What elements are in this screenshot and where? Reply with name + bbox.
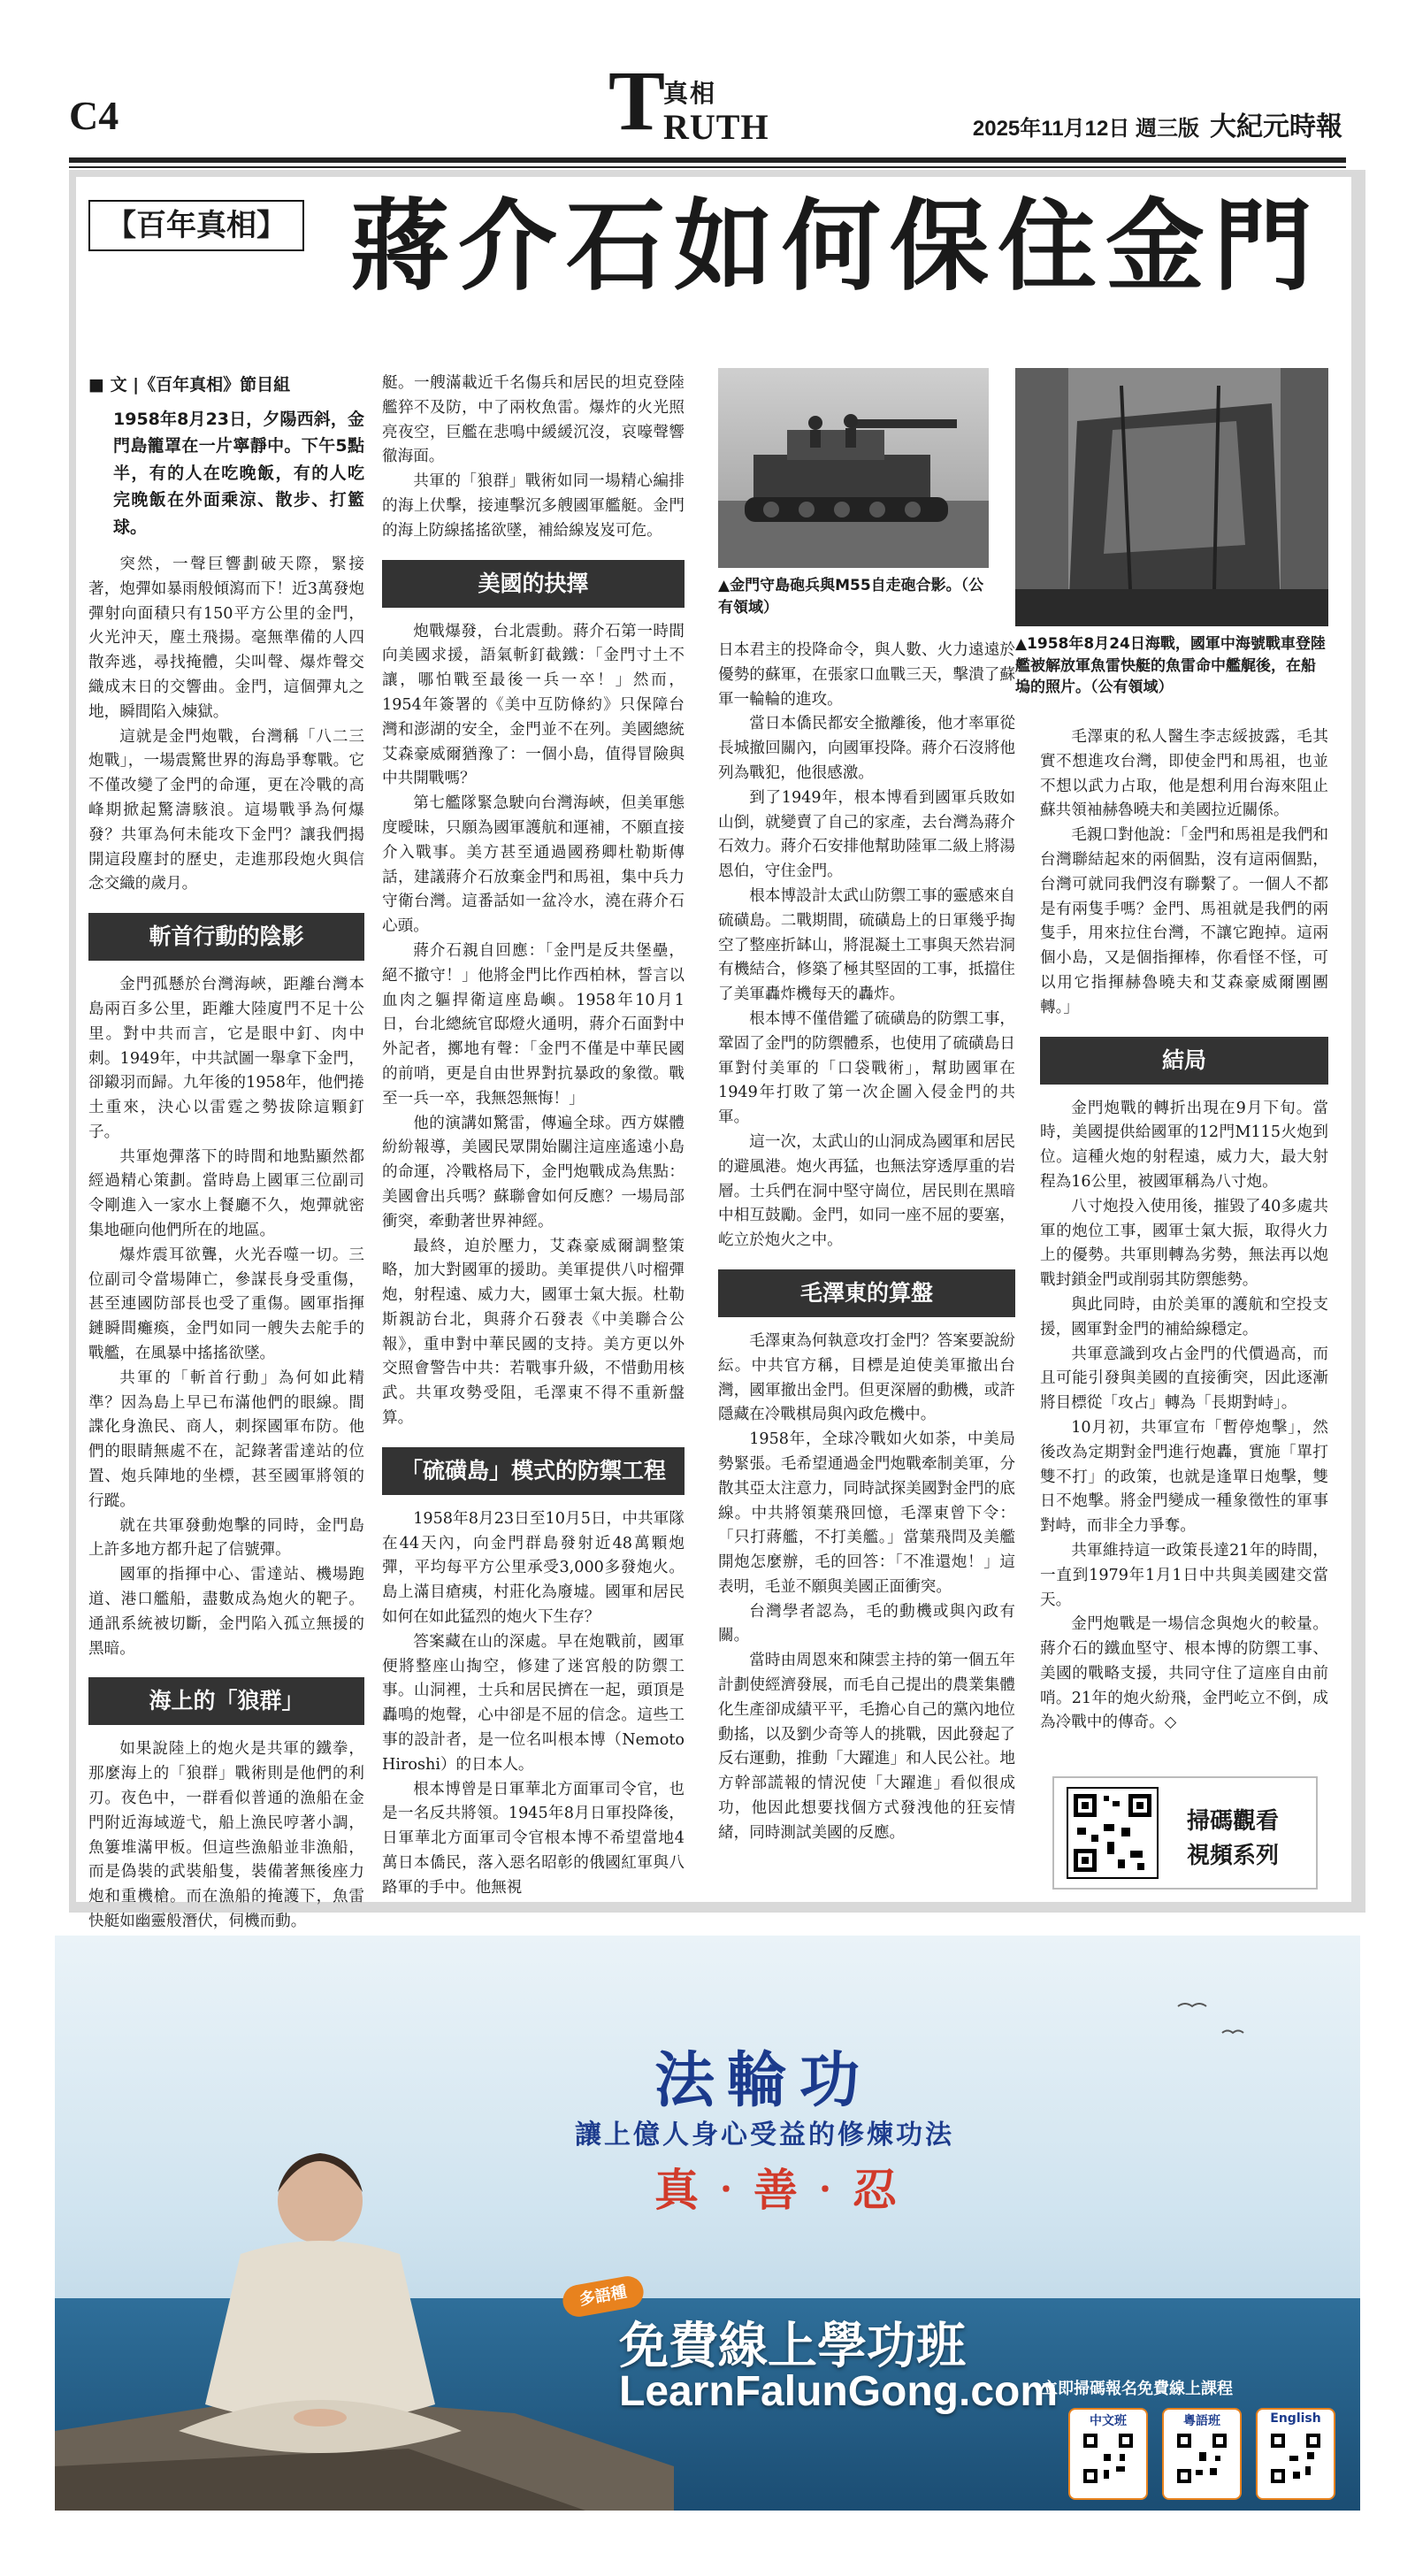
ad-qr-label: 中文班 — [1090, 2414, 1127, 2428]
subheading: 美國的抉擇 — [382, 560, 685, 608]
dateline — [973, 104, 1342, 143]
issue-date: 2025年11月12日 週三版 — [972, 117, 1199, 141]
section-logo-letter: T — [608, 53, 666, 148]
paragraph: 這一次，太武山的山洞成為國軍和居民的避風港。炮火再猛，也無法穿透厚重的岩層。士兵們在洞中堅守崗位，居民則在黑暗中相互鼓勵。金門，如同一座不屈的要塞，屹立於炮火之中。 — [718, 1132, 1015, 1250]
paragraph: 當日本僑民都安全撤離後，他才率軍從長城撤回關內，向國軍投降。蔣介石沒將他列為戰犯，他很感激。 — [718, 715, 1015, 782]
paragraph: 毛澤東為何執意攻打金門？答案要說紛紜。中共官方稱，目標是迫使美軍撤出台灣，國軍撤出金門。但更深層的動機，或許隱藏在冷戰棋局與內政危機中。 — [718, 1331, 1015, 1424]
paragraph: 艇。一艘滿載近千名傷兵和居民的坦克登陸艦猝不及防，中了兩枚魚雷。爆炸的火光照亮夜空，巨艦在悲鳴中緩緩沉沒，哀嚎聲響徹海面。 — [382, 374, 685, 466]
ad-title: 法輪功 — [654, 2045, 873, 2116]
qr-code-icon — [1174, 2431, 1229, 2486]
paragraph: 1958年，全球冷戰如火如荼，中美局勢緊張。毛希望通過金門炮戰牽制美軍，分散其亞太注意力，同時試探美國對金門的底線。中共將領葉飛回憶，毛澤東曾下令：「只打蔣艦，不打美艦。」當葉飛問及美艦開炮怎麼辦，毛的回答：「不准還炮！」這表明，毛並不願與美國正面衝突。 — [718, 1430, 1015, 1596]
paragraph: 根本博設計太武山防禦工事的靈感來自硫磺島。二戰期間，硫磺島上的日軍幾乎掏空了整座折缽山，將混凝土工事與天然岩洞有機結合，修築了極其堅固的工事，抵擋住了美軍轟炸機每天的轟炸。 — [718, 886, 1015, 1004]
qr-code-icon[interactable] — [1067, 1787, 1159, 1879]
section-logo-zh: 真相 — [663, 79, 717, 108]
paragraph: 蔣介石親自回應：「金門是反共堡壘，絕不撤守！」他將金門比作西柏林，誓言以血肉之軀捍衛這座島嶼。1958年10月1日，台北總統官邸燈火通明，蔣介石面對中外記者，擲地有聲：「金門不僅是中華民國的前哨，更是自由世界對抗暴政的象徵。戰至一兵一卒，我無怨無悔！」 — [382, 941, 685, 1108]
column-4 — [1040, 725, 1328, 1736]
paragraph: 毛澤東的私人醫生李志綏披露，毛其實不想進攻台灣，即使金門和馬祖，也並不想以武力占取，他是想利用台海來阻止蘇共領袖赫魯曉夫和美國拉近關係。 — [1040, 728, 1328, 820]
page-code: C4 — [69, 93, 119, 138]
ad-qr-chinese[interactable] — [1068, 2408, 1148, 2500]
ad-subtitle: 讓上億人身心受益的修煉功法 — [575, 2120, 954, 2150]
photo-caption: ▲金門守島砲兵與M55自走砲合影。（公有領域） — [718, 577, 984, 617]
paragraph: 第七艦隊緊急駛向台灣海峽，但美軍態度曖昧，只願為國軍護航和運補，不願直接介入戰事。美方甚至通過國務卿杜勒斯傳話，建議蔣介石放棄金門和馬祖，集中兵力守衛台灣。這番話如一盆冷水，澆在蔣介石心頭。 — [382, 794, 685, 936]
paragraph: 國軍的指揮中心、雷達站、機場跑道、港口艦船，盡數成為炮火的靶子。通訊系統被切斷，金門陷入孤立無援的黑暗。 — [88, 1566, 364, 1658]
lead-paragraph: 1958年8月23日，夕陽西斜，金門島籠罩在一片寧靜中。下午5點半，有的人在吃晚飯，有的人吃完晚飯在外面乘涼、散步、打籃球。 — [113, 410, 364, 537]
qr-code-icon — [1268, 2431, 1323, 2486]
ad-qr-label: English — [1270, 2411, 1321, 2426]
photo-caption: ▲1958年8月24日海戰，國軍中海號戰車登陸艦被解放軍魚雷快艇的魚雷命中艦艉後，在船塢的照片。（公有領域） — [1015, 635, 1326, 697]
column-1 — [88, 372, 364, 2008]
ad-qr-english[interactable] — [1256, 2408, 1335, 2500]
paragraph: 這就是金門炮戰，台灣稱「八二三炮戰」，一場震驚世界的海島爭奪戰。它不僅改變了金門的命運，更在冷戰的高峰期掀起驚濤駭浪。這場戰爭為何爆發？共軍為何未能攻下金門？讓我們揭開這段塵封的歷史，走進那段炮火與信念交織的歲月。 — [88, 727, 364, 893]
ad-class-title: 免費線上學功班 — [619, 2318, 966, 2375]
ad-qr-label: 粵語班 — [1183, 2414, 1220, 2428]
column-2 — [382, 372, 685, 1901]
paragraph: 與此同時，由於美軍的護航和空投支援，國軍對金門的補給線穩定。 — [1040, 1295, 1328, 1338]
subheading: 毛澤東的算盤 — [718, 1269, 1015, 1317]
paragraph: 八寸炮投入使用後，摧毀了40多處共軍的炮位工事，國軍士氣大振，取得火力上的優勢。共軍則轉為劣勢，無法再以炮戰封鎖金門或削弱其防禦態勢。 — [1040, 1197, 1328, 1290]
paragraph: 毛親口對他說：「金門和馬祖是我們和台灣聯結起來的兩個點，沒有這兩個點，台灣可就同我們沒有聯繫了。一個人不都是有兩隻手嗎？金門、馬祖就是我們的兩隻手，用來拉住台灣，不讓它跑掉。這兩個小島，又是個指揮棒，你看怪不怪，可以用它指揮赫魯曉夫和艾森豪威爾團團轉。」 — [1040, 826, 1328, 1016]
subheading: 結局 — [1040, 1037, 1328, 1085]
ad-cta: 立即掃碼報名免費線上課程 — [1042, 2380, 1233, 2398]
ad-qr-cantonese[interactable] — [1162, 2408, 1242, 2500]
paragraph: 到了1949年，根本博看到國軍兵敗如山倒，就變賣了自己的家產，去台灣為蔣介石效力。蔣介石安排他幫助陸軍二級上將湯恩伯，守住金門。 — [718, 788, 1015, 881]
paper-name: 大紀元時報 — [1210, 111, 1342, 142]
ad-virtues: 真‧善‧忍 — [654, 2164, 902, 2216]
paragraph: 答案藏在山的深處。早在炮戰前，國軍便將整座山掏空，修建了迷宮般的防禦工事。山洞裡，士兵和居民擠在一起，頭頂是轟鳴的炮聲，心中卻是不屈的信念。這些工事的設計者，是一位名叫根本博（Nemoto Hiroshi）的日本人。 — [382, 1632, 685, 1774]
qr-code-icon — [1081, 2431, 1136, 2486]
paragraph: 最終，迫於壓力，艾森豪威爾調整策略，加大對國軍的援助。美軍提供八吋榴彈炮，射程遠、威力大，國軍士氣大振。杜勒斯親訪台北，與蔣介石發表《中美聯合公報》，重申對中華民國的支持。美方更以外交照會警告中共：若戰事升級，不惜動用核武。共軍攻勢受阻，毛澤東不得不重新盤算。 — [382, 1237, 685, 1428]
byline: ■ 文 |《百年真相》節目組 — [88, 375, 291, 395]
paragraph: 爆炸震耳欲聾，火光吞噬一切。三位副司令當場陣亡，參謀長身受重傷，甚至連國防部長也受了重傷。國軍指揮鏈瞬間癱瘓，金門如同一艘失去舵手的戰艦，在風暴中搖搖欲墜。 — [88, 1246, 364, 1363]
section-logo-en: RUTH — [663, 107, 769, 147]
video-qr-panel — [1052, 1776, 1318, 1890]
paragraph: 根本博不僅借鑑了硫磺島的防禦工事，鞏固了金門的防禦體系，也使用了硫磺島日軍對付美軍的「口袋戰術」，幫助國軍在1949年打敗了第一次企圖入侵金門的共軍。 — [718, 1009, 1015, 1127]
paragraph: 1958年8月23日至10月5日，中共軍隊在44天內，向金門群島發射近48萬顆炮彈，平均每平方公里承受3,000多發炮火。島上滿目瘡痍，村莊化為廢墟。國軍和居民如何在如此猛烈的炮火下生存？ — [382, 1509, 685, 1627]
subheading: 斬首行動的陰影 — [88, 913, 364, 961]
photo-tank — [718, 368, 989, 568]
paragraph: 就在共軍發動炮擊的同時，金門島上許多地方都升起了信號彈。 — [88, 1516, 364, 1560]
paragraph: 共軍炮彈落下的時間和地點顯然都經過精心策劃。當時島上國軍三位副司令剛進入一家水上餐廳不久，炮彈就密集地砸向他們所在的地區。 — [88, 1147, 364, 1240]
page-header — [0, 0, 1415, 168]
qr-label: 掃碼觀看視頻系列 — [1187, 1808, 1280, 1869]
paragraph: 10月初，共軍宣布「暫停炮擊」，然後改為定期對金門進行炮轟，實施「單打雙不打」的政策，也就是逢單日炮擊，雙日不炮擊。將金門變成一種象徵性的軍事對峙，而非全力爭奪。 — [1040, 1418, 1328, 1536]
paragraph: 共軍的「斬首行動」為何如此精準？因為島上早已布滿他們的眼線。間諜化身漁民、商人，刺探國軍布防。他們的眼睛無處不在，記錄著雷達站的位置、炮兵陣地的坐標，甚至國軍將領的行蹤。 — [88, 1368, 364, 1510]
paragraph: 突然，一聲巨響劃破天際，緊接著，炮彈如暴雨般傾瀉而下！近3萬發炮彈射向面積只有150平方公里的金門，火光沖天，塵土飛揚。毫無準備的人四散奔逃，尋找掩體，尖叫聲、爆炸聲交織成末日的交響曲。金門，這個彈丸之地，瞬間陷入煉獄。 — [88, 555, 364, 721]
paragraph: 金門炮戰的轉折出現在9月下旬。當時，美國提供給國軍的12門M115火炮到位。這種火炮的射程遠，威力大，最大射程為16公里，被國軍稱為八寸炮。 — [1040, 1099, 1328, 1191]
section-logo — [608, 53, 821, 148]
column-3 — [718, 639, 1015, 1846]
paragraph: 他的演講如驚雷，傳遍全球。西方媒體紛紛報導，美國民眾開始關注這座遙遠小島的命運，冷戰格局下，金門炮戰成為焦點：美國會出兵嗎？蘇聯會如何反應？一場局部衝突，牽動著世界神經。 — [382, 1114, 685, 1230]
paragraph: 共軍維持這一政策長達21年的時間，一直到1979年1月1日中共與美國建交當天。 — [1040, 1541, 1328, 1609]
paragraph: 共軍意識到攻占金門的代價過高，而且可能引發與美國的直接衝突，因此逐漸將目標從「攻占」轉為「長期對峙」。 — [1040, 1345, 1328, 1413]
headline: 蔣介石如何保住金門 — [350, 189, 1321, 304]
ad-url-link[interactable]: LearnFalunGong.com — [619, 2368, 1059, 2415]
paragraph: 台灣學者認為，毛的動機或與內政有關。 — [718, 1602, 1015, 1645]
paragraph: 根本博曾是日軍華北方面軍司令官，也是一名反共將領。1945年8月日軍投降後，日軍華北方面軍司令官根本博不希望當地4萬日本僑民，落入惡名昭彰的俄國紅軍與八路軍的手中。他無視 — [382, 1780, 685, 1897]
header-rule — [69, 157, 1346, 163]
paragraph: 如果說陸上的炮火是共軍的鐵拳，那麼海上的「狼群」戰術則是他們的利刃。夜色中，一群看似普通的漁船在金門附近海域遊弋，船上漁民哼著小調，魚簍堆滿甲板。但這些漁船並非漁船，而是偽裝的武裝船隻，裝備著無後座力炮和重機槍。而在漁船的掩護下，魚雷快艇如幽靈般潛伏，伺機而動。 — [88, 1740, 364, 1930]
paragraph: 當時由周恩來和陳雲主持的第一個五年計劃使經濟發展，而毛自己提出的農業集體化生產卻成績平平，毛擔心自己的黨內地位動搖，以及劉少奇等人的挑戰，因此發起了反右運動，推動「大躍進」和人民公社。地方幹部謊報的情況使「大躍進」看似很成功，他因此想要找個方式發洩他的狂妄情緒，同時測試美國的反應。 — [718, 1652, 1015, 1842]
article-tag: 【百年真相】 — [88, 200, 304, 251]
paragraph: 日本君主的投降命令，與人數、火力遠遠於優勢的蘇軍，在張家口血戰三天，擊潰了蘇軍一輪輪的進攻。 — [718, 641, 1015, 709]
paragraph: 共軍的「狼群」戰術如同一場精心編排的海上伏擊，接連擊沉多艘國軍艦艇。金門的海上防線搖搖欲墜，補給線岌岌可危。 — [382, 472, 685, 540]
photo-ship — [1015, 368, 1328, 626]
paragraph: 炮戰爆發，台北震動。蔣介石第一時間向美國求援，語氣斬釘截鐵：「金門寸土不讓，哪怕戰至最後一兵一卒！」然而，1954年簽署的《美中互防條約》只保障台灣和澎湖的安全，金門並不在列。美國總統艾森豪威爾猶豫了：一個小島，值得冒險與中共開戰嗎？ — [382, 622, 685, 788]
ad-badge: 多語種 — [561, 2273, 646, 2319]
header-rule-thin — [69, 166, 1346, 168]
paragraph: 金門炮戰是一場信念與炮火的較量。蔣介石的鐵血堅守、根本博的防禦工事、美國的戰略支援，共同守住了這座自由前哨。21年的炮火紛飛，金門屹立不倒，成為冷戰中的傳奇。◇ — [1040, 1615, 1328, 1732]
paragraph: 金門孤懸於台灣海峽，距離台灣本島兩百多公里，距離大陸廈門不足十公里。對中共而言，它是眼中釘、肉中刺。1949年，中共試圖一舉拿下金門，卻鎩羽而歸。九年後的1958年，他們捲土重來，決心以雷霆之勢拔除這顆釘子。 — [88, 976, 364, 1141]
subheading: 海上的「狼群」 — [88, 1677, 364, 1725]
subheading: 「硫磺島」模式的防禦工程 — [382, 1447, 685, 1495]
